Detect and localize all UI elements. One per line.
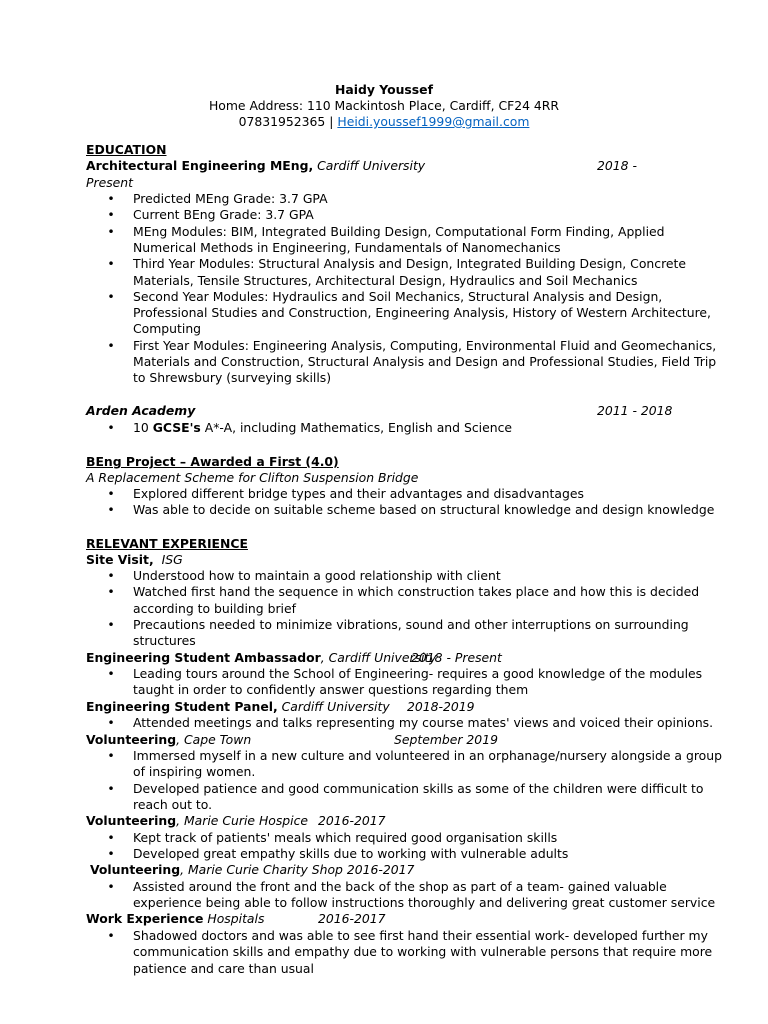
meng-bullet-line: Computing — [133, 321, 202, 337]
meng-bullet-line: Materials, Tensile Structures, Architectural Design, Hydraulics and Soil Mechanics — [133, 272, 638, 288]
arden-bullet-post: A*-A, including Mathematics, English and Science — [200, 420, 512, 435]
bullet-icon: • — [107, 420, 115, 435]
bullet-icon: • — [107, 288, 115, 304]
cape-town-entry — [86, 732, 251, 748]
meng-bullet-line: Third Year Modules: Structural Analysis and Design, Integrated Building Design, Concrete — [133, 256, 687, 272]
work-bullet-line: communication skills and empathy due to working with vulnerable persons that require more — [133, 944, 713, 960]
hospice-bullet-line: Kept track of patients' meals which required good organisation skills — [133, 830, 558, 845]
cape-town-title: Volunteering — [86, 732, 177, 747]
site-visit-bullet-line: according to building brief — [133, 600, 296, 616]
work-bullet-line: Shadowed doctors and was able to see first hand their essential work- developed further my — [133, 928, 708, 943]
meng-date-start: 2018 - — [597, 158, 637, 173]
panel-title: Engineering Student Panel, — [86, 699, 278, 714]
bullet-icon: • — [107, 846, 115, 862]
bullet-icon: • — [107, 879, 115, 894]
work-entry — [86, 911, 264, 927]
charity-shop-org: , Marie Curie Charity Shop 2016-2017 — [180, 862, 415, 877]
site-visit-bullet-line: Understood how to maintain a good relationship with client — [133, 568, 501, 583]
meng-bullet-line: First Year Modules: Engineering Analysis, Computing, Environmental Fluid and Geomechanics, — [133, 337, 717, 353]
bullet-icon: • — [107, 780, 115, 796]
meng-bullet-line: Current BEng Grade: 3.7 GPA — [133, 207, 314, 223]
project-bullet-2: Was able to decide on suitable scheme based on structural knowledge and design knowledge — [133, 502, 715, 517]
hospice-dates: 2016-2017 — [318, 813, 386, 828]
experience-heading: RELEVANT EXPERIENCE — [86, 536, 248, 551]
site-visit-bullet-line: Precautions needed to minimize vibrations, sound and other interruptions on surrounding — [133, 616, 689, 632]
work-bullet-line: patience and care than usual — [133, 960, 314, 976]
charity-shop-title: Volunteering — [90, 862, 181, 877]
bullet-icon: • — [107, 715, 115, 730]
arden-school: Arden Academy — [86, 403, 196, 418]
contact-separator: | — [325, 114, 338, 129]
bullet-icon: • — [107, 616, 115, 632]
hospice-entry — [86, 813, 308, 829]
arden-bullet — [133, 420, 512, 436]
candidate-name: Haidy Youssef — [335, 82, 433, 97]
panel-dates: 2018-2019 — [407, 699, 475, 714]
bullet-icon: • — [107, 256, 115, 272]
site-visit-bullet-line: Watched first hand the sequence in which construction takes place and how this is decided — [133, 584, 700, 600]
panel-entry — [86, 699, 390, 715]
project-bullet-1: Explored different bridge types and their advantages and disadvantages — [133, 486, 584, 501]
meng-bullet-line: Numerical Methods in Engineering, Fundamentals of Nanomechanics — [133, 239, 561, 255]
site-visit-org: ISG — [161, 552, 183, 567]
hospice-org: , Marie Curie Hospice — [176, 813, 309, 828]
cape-town-dates: September 2019 — [394, 732, 498, 747]
site-visit-entry — [86, 552, 183, 568]
charity-shop-entry — [90, 862, 414, 878]
work-dates: 2016-2017 — [318, 911, 386, 926]
ambassador-bullet-line: Leading tours around the School of Engineering- requires a good knowledge of the modules — [133, 666, 703, 681]
meng-date-end: Present — [86, 175, 133, 190]
ambassador-entry — [86, 650, 437, 666]
site-visit-title: Site Visit, — [86, 552, 154, 567]
meng-bullet-line: Predicted MEng Grade: 3.7 GPA — [133, 191, 328, 206]
arden-bullet-bold: GCSE's — [152, 420, 201, 435]
bullet-icon: • — [107, 223, 115, 239]
cape-town-bullet-line: Immersed myself in a new culture and volunteered in an orphanage/nursery alongside a group — [133, 748, 722, 763]
education-heading: EDUCATION — [86, 142, 167, 157]
site-visit-bullet-line: structures — [133, 633, 196, 649]
bullet-icon: • — [107, 486, 115, 501]
ambassador-dates: 2018 - Present — [411, 650, 502, 665]
email-link[interactable]: Heidi.youssef1999@gmail.com — [337, 114, 530, 129]
charity-shop-bullet-line: experience being able to follow instructions thoroughly and delivering great customer service — [133, 895, 716, 911]
work-org: Hospitals — [203, 911, 265, 926]
bullet-icon: • — [107, 584, 115, 600]
cape-town-bullet-line: Developed patience and good communication skills as some of the children were difficult to — [133, 780, 704, 796]
contact-line — [0, 114, 768, 130]
bullet-icon: • — [107, 207, 115, 223]
meng-bullet-line: Second Year Modules: Hydraulics and Soil Mechanics, Structural Analysis and Design, — [133, 288, 663, 304]
panel-org: Cardiff University — [281, 699, 390, 714]
meng-entry — [86, 158, 425, 174]
bullet-icon: • — [107, 502, 115, 517]
meng-bullet-line: to Shrewsbury (surveying skills) — [133, 370, 332, 386]
phone-number: 07831952365 — [238, 114, 326, 129]
bullet-icon: • — [107, 191, 115, 206]
arden-dates: 2011 - 2018 — [597, 403, 673, 418]
meng-bullet-line: MEng Modules: BIM, Integrated Building Design, Computational Form Finding, Applied — [133, 223, 665, 239]
charity-shop-bullet-line: Assisted around the front and the back of the shop as part of a team- gained valuable — [133, 879, 667, 894]
bullet-icon: • — [107, 830, 115, 845]
meng-bullet-line: Professional Studies and Construction, Engineering Analysis, History of Western Architecture, — [133, 305, 711, 321]
bullet-icon: • — [107, 748, 115, 763]
project-subtitle: A Replacement Scheme for Clifton Suspension Bridge — [86, 470, 419, 485]
cape-town-bullet-line: of inspiring women. — [133, 764, 256, 780]
hospice-title: Volunteering — [86, 813, 177, 828]
panel-bullet-line: Attended meetings and talks representing my course mates' views and voiced their opinions. — [133, 715, 714, 730]
ambassador-org: , Cardiff University — [320, 650, 437, 665]
cape-town-org: , Cape Town — [176, 732, 252, 747]
project-heading: BEng Project – Awarded a First (4.0) — [86, 454, 339, 469]
cape-town-bullet-line: reach out to. — [133, 796, 213, 812]
arden-bullet-pre: 10 — [133, 420, 153, 435]
hospice-bullet-line: Developed great empathy skills due to working with vulnerable adults — [133, 846, 569, 862]
meng-degree: Architectural Engineering MEng, — [86, 158, 314, 173]
meng-school: Cardiff University — [317, 158, 426, 173]
home-address: Home Address: 110 Mackintosh Place, Cardiff, CF24 4RR — [208, 98, 560, 113]
ambassador-bullet-line: taught in order to confidently answer questions regarding them — [133, 682, 529, 698]
work-title: Work Experience — [86, 911, 204, 926]
meng-bullet-line: Materials and Construction, Structural Analysis and Design and Professional Studies, Field Trip — [133, 354, 717, 369]
ambassador-title: Engineering Student Ambassador — [86, 650, 321, 665]
bullet-icon: • — [107, 928, 115, 943]
bullet-icon: • — [107, 337, 115, 353]
bullet-icon: • — [107, 666, 115, 681]
bullet-icon: • — [107, 568, 115, 583]
